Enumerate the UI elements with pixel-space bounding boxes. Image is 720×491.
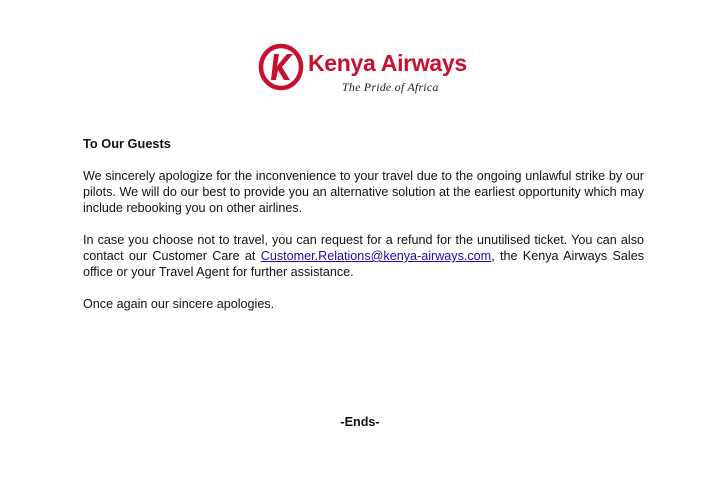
kenya-airways-k-logo-icon (258, 42, 304, 92)
ends-marker: -Ends- (340, 415, 380, 429)
kenya-airways-logo (258, 40, 472, 98)
brand-tagline: The Pride of Africa (342, 80, 439, 94)
letter-heading: To Our Guests (83, 136, 171, 151)
brand-name: Kenya Airways (308, 50, 467, 76)
paragraph-refund-text-end: , the Kenya Airways Sales office or your Travel Agent for further assistance. (83, 249, 645, 279)
paragraph-refund (83, 232, 644, 280)
paragraph-apology: We sincerely apologize for the inconvenience to your travel due to the ongoing unlawful strike by our pilots. We will do our best to provide you an alternative solution at the earliest opportunity which may include rebooking you on other airlines. (83, 169, 644, 215)
paragraph-closing: Once again our sincere apologies. (83, 297, 275, 311)
customer-relations-email-link[interactable]: Customer.Relations@kenya-airways.com (260, 249, 492, 263)
paragraph-refund-text-start: In case you choose not to travel, you can request for a refund for the unutilised ticket. You can also contact our Customer Care at (83, 233, 644, 263)
letter-body (83, 136, 644, 328)
